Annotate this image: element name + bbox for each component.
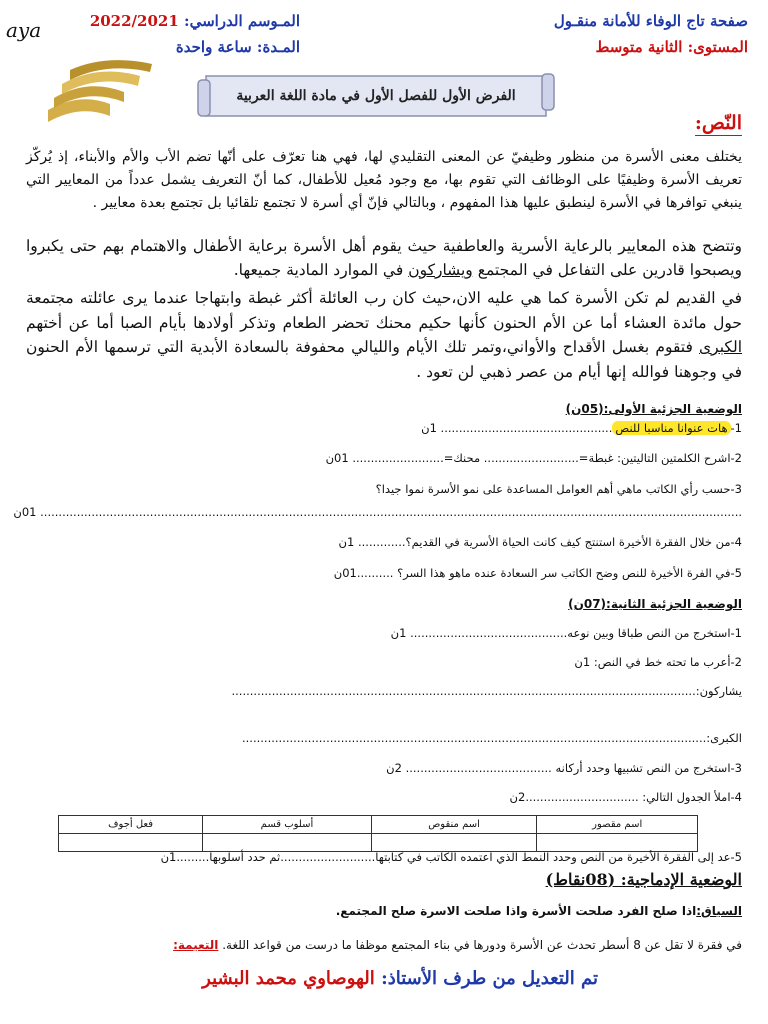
- book-logo-icon: [40, 52, 160, 127]
- paragraph-1: يختلف معنى الأسرة من منظور وظيفيّ عن المعنى التقليدي لها، فهي هنا تعرّف على أنّها تضم الأب والأم والأبناء، إذ يُركّز تعريف الأسرة وظيفيًا على الوظائف التي تقوم بها، مع وجود مُعيل للأطفال، كما أنّ التعريف يشمل عدداً من المعايير التي ينبغي توافرها في الأسرة لينطبق عليها هذا المفهوم ، وبالتالي فإنّ أي أسرة لا تجتمع تلقائيا بل تجتمع بعدة معايير .: [26, 149, 742, 211]
- footer-credit: تم التعديل من طرف الأستاذ: الهوصاوي محمد البشير: [202, 968, 598, 989]
- table-cell: [371, 834, 537, 852]
- exam-title-banner: [196, 72, 556, 120]
- underlined-word-2: الكبرى: [699, 338, 742, 356]
- s1-question-3: 3-حسب رأي الكاتب ماهي أهم العوامل المساعدة على نمو الأسرة نموا جيدا؟: [375, 482, 742, 496]
- context-line: السياق:اذا صلح الفرد صلحت الأسرة واذا صلحت الاسرة صلح المجتمع.: [335, 904, 742, 918]
- s2-question-2: 2-أعرب ما تحته خط في النص: 1ن: [574, 655, 742, 669]
- s1-question-1: 1-هات عنوانا مناسبا للنص............................................... 1ن: [421, 421, 742, 435]
- site-name: صفحة تاج الوفاء للأمانة منقـول: [553, 12, 748, 30]
- table-header-cell: اسم منقوص: [371, 816, 537, 834]
- teacher-name: الهوصاوي محمد البشير: [202, 968, 375, 989]
- duration-label: المـدة:: [256, 38, 300, 56]
- school-header: [418, 8, 748, 60]
- level-label: المستوى:: [687, 38, 748, 56]
- s2-word-2: الكبرى:...............................................................................................................................: [242, 731, 742, 745]
- section1-title: الوضعية الجزئية الأولى:(05ن): [565, 402, 742, 416]
- s1-question-3-answer: ................................................................................................................................................................................................ 01ن: [13, 505, 742, 519]
- duration-value: ساعة واحدة: [175, 38, 252, 56]
- table-header-row: [59, 816, 698, 834]
- exam-title: الفرض الأول للفصل الأول في مادة اللغة العربية: [236, 88, 516, 104]
- table-header-cell: فعل أجوف: [59, 816, 203, 834]
- signature: aya: [6, 18, 42, 42]
- integration-title: الوضعية الإدماجية: (08نقاط): [545, 870, 742, 889]
- highlighted-question: هات عنوانا مناسبا للنص: [612, 421, 730, 435]
- table-row: [59, 834, 698, 852]
- s1-question-5: 5-في الفرة الأخيرة للنص وضح الكاتب سر السعادة عنده ماهو هذا السر؟ ..........01ن: [333, 566, 742, 580]
- table-cell: [203, 834, 372, 852]
- table-cell: [59, 834, 203, 852]
- table-header-cell: اسم مقصور: [537, 816, 698, 834]
- s2-question-4: 4-املأ الجدول التالي: ...............................2ن: [509, 790, 742, 804]
- season-value: 2022/2021: [89, 12, 179, 30]
- s2-question-5: 5-عد إلى الفقرة الأخيرة من النص وحدد النمط الذي اعتمده الكاتب في كتابتها..........................ثم حدد أسلوبها.........1ن: [160, 850, 742, 864]
- answer-table: [58, 815, 698, 852]
- s1-question-4: 4-من خلال الفقرة الأخيرة استنتج كيف كانت الحياة الأسرية في القديم؟............. 1ن: [338, 535, 742, 549]
- season-label: المـوسم الدراسي:: [184, 12, 300, 30]
- level-value: الثانية متوسط: [595, 38, 683, 56]
- s2-word-1: يشاركون:...............................................................................................................................: [231, 684, 742, 698]
- instruction-line: في فقرة لا تقل عن 8 أسطر تحدث عن الأسرة ودورها في بناء المجتمع موظفا ما درست من قواعد اللغة. التعيمة:: [173, 938, 742, 952]
- underlined-word-1: ويشاركون: [408, 261, 473, 279]
- table-header-cell: أسلوب قسم: [203, 816, 372, 834]
- section2-title: الوضعية الجزئية الثانية:(07ن): [568, 597, 742, 611]
- s2-question-1: 1-استخرج من النص طباقا وبين نوعه........................................... 1ن: [390, 626, 742, 640]
- instruction-label: التعيمة:: [173, 938, 219, 952]
- table-cell: [537, 834, 698, 852]
- s2-question-3: 3-استخرج من النص تشبيها وحدد أركانه ........................................ 2ن: [386, 761, 742, 775]
- text-heading: النّص:: [694, 112, 742, 134]
- s1-question-2: 2-اشرح الكلمتين التاليتين: غبطة=.......................... محنك=......................... 01ن: [325, 451, 742, 465]
- paragraph-3: في القديم لم تكن الأسرة كما هي عليه الان،حيث كان رب العائلة أكثر غبطة وابتهاجا عندما يرى عائلته مجتمعة حول مائدة العشاء أما عن الأم الحنون كأنها حكيم محنك تحضر الطعام وتذكر أولادها بأيام الصبا أما عن أختهم الكبرى فتقوم بغسل الأقداح والأواني،وتمر تلك الأيام والليالي محفوفة بالسعادة الأبدية التي ترسمها الأم الحنون في وجوهنا فوالله إنها أيام من عصر ذهبي لن تعود .: [26, 289, 742, 381]
- paragraph-2: وتتضح هذه المعايير بالرعاية الأسرية والعاطفية حيث يقوم أهل الأسرة برعاية الأطفال والاهتمام بهم حتى يكبروا ويصبحوا قادرين على التفاعل في المجتمع ويشاركون في الموارد المادية جميعها.: [26, 237, 742, 279]
